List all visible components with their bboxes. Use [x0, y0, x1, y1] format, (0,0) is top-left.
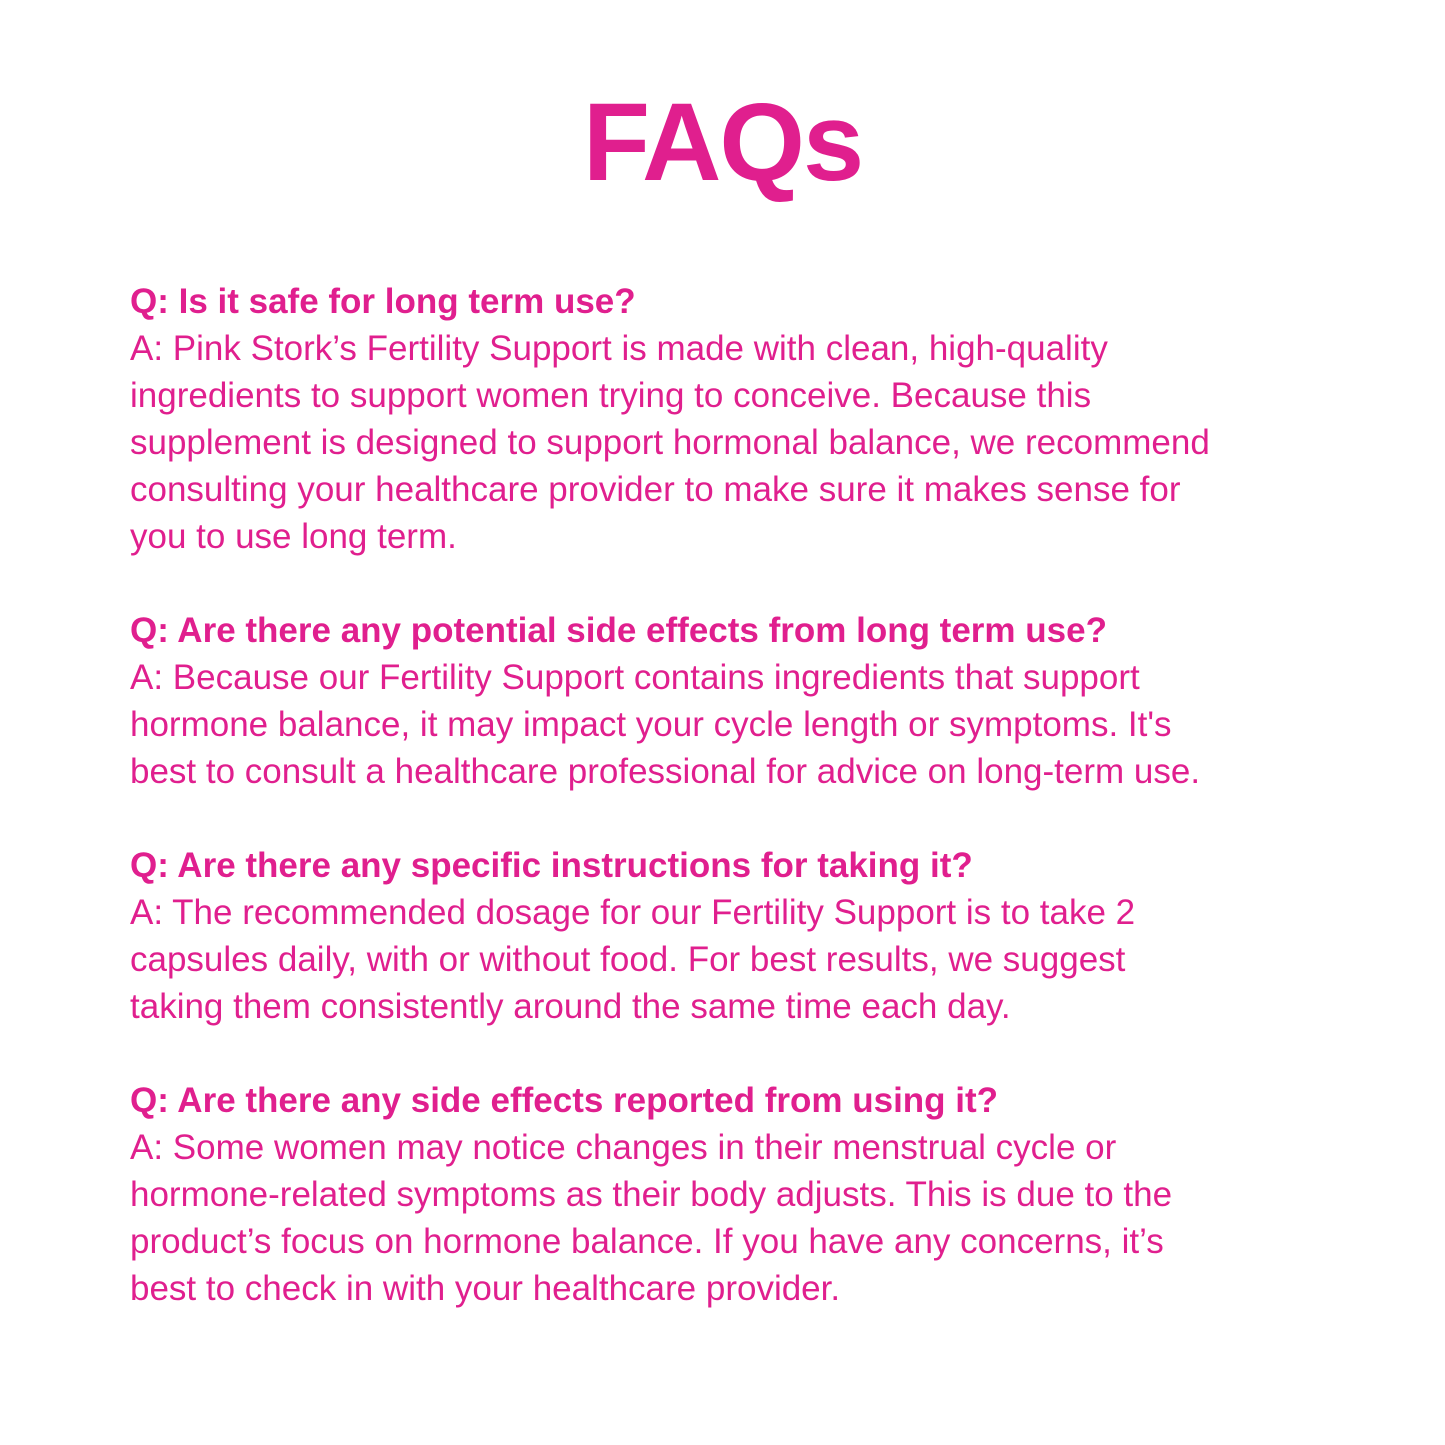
faq-item — [130, 607, 1330, 795]
answer-line: best to check in with your healthcare provider. — [130, 1269, 841, 1308]
faq-list — [130, 278, 1330, 1359]
answer-line: best to consult a healthcare professional for advice on long-term use. — [130, 752, 1201, 791]
answer-line: consulting your healthcare provider to make sure it makes sense for — [130, 470, 1181, 509]
faq-question: Q: Are there any side effects reported from using it? — [130, 1081, 999, 1120]
answer-line: you to use long term. — [130, 517, 457, 556]
faq-answer — [130, 889, 1330, 1030]
answer-line: hormone balance, it may impact your cycle length or symptoms. It's — [130, 705, 1172, 744]
faq-question: Q: Are there any potential side effects from long term use? — [130, 611, 1107, 650]
faq-item — [130, 1077, 1330, 1312]
faq-item — [130, 842, 1330, 1030]
answer-line: capsules daily, with or without food. For best results, we suggest — [130, 940, 1126, 979]
faq-answer — [130, 325, 1330, 560]
answer-line: taking them consistently around the same time each day. — [130, 987, 1011, 1026]
faq-answer — [130, 1124, 1330, 1312]
answer-line: ingredients to support women trying to conceive. Because this — [130, 376, 1092, 415]
answer-line: supplement is designed to support hormonal balance, we recommend — [130, 423, 1210, 462]
page-title: FAQs — [582, 81, 863, 204]
answer-line: A: Some women may notice changes in their menstrual cycle or — [130, 1128, 1117, 1167]
faq-answer — [130, 654, 1330, 795]
faq-question: Q: Are there any specific instructions for taking it? — [130, 846, 973, 885]
answer-line: product’s focus on hormone balance. If you have any concerns, it’s — [130, 1222, 1164, 1261]
answer-line: hormone-related symptoms as their body adjusts. This is due to the — [130, 1175, 1173, 1214]
faq-item — [130, 278, 1330, 560]
faq-question: Q: Is it safe for long term use? — [130, 282, 636, 321]
answer-line: A: Pink Stork’s Fertility Support is made with clean, high-quality — [130, 329, 1108, 368]
answer-line: A: Because our Fertility Support contains ingredients that support — [130, 658, 1140, 697]
answer-line: A: The recommended dosage for our Fertility Support is to take 2 — [130, 893, 1136, 932]
